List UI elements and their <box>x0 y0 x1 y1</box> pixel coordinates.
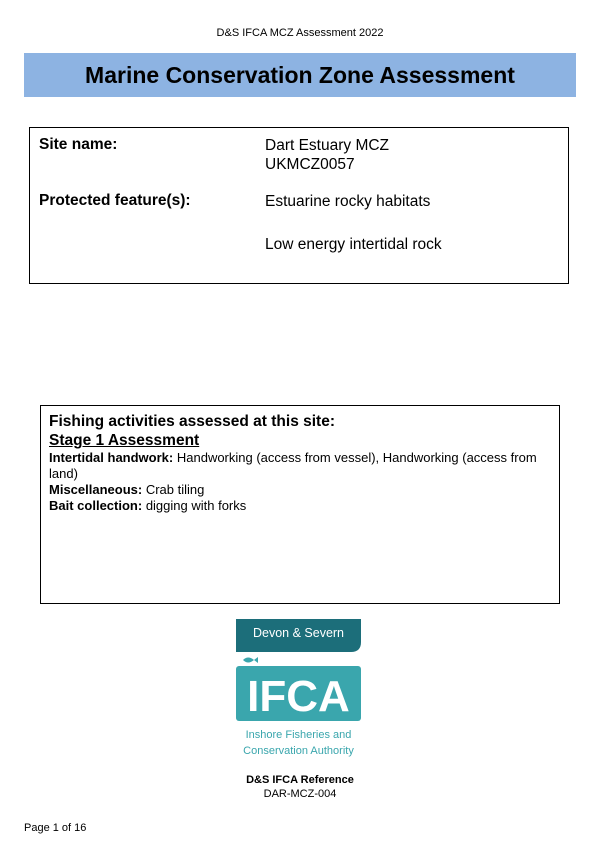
activity-item <box>49 482 559 498</box>
fishing-activities-box <box>40 405 560 604</box>
reference-code: DAR-MCZ-004 <box>263 788 337 800</box>
protected-feature-1: Estuarine rocky habitats <box>265 193 431 210</box>
activity-label: Intertidal handwork: <box>49 450 174 465</box>
page-title: Marine Conservation Zone Assessment <box>85 61 515 88</box>
activity-item <box>49 450 559 482</box>
site-name-label: Site name: <box>39 136 118 153</box>
protected-features-label: Protected feature(s): <box>39 192 191 209</box>
ifca-logo <box>233 616 364 760</box>
activity-label: Miscellaneous: <box>49 482 143 497</box>
site-info-box <box>29 127 569 284</box>
title-banner <box>24 53 576 97</box>
activity-item <box>49 498 559 514</box>
activities-heading: Fishing activities assessed at this site: <box>49 413 336 430</box>
logo-line-2: Conservation Authority <box>243 745 354 757</box>
document-header: D&S IFCA MCZ Assessment 2022 <box>216 27 384 39</box>
logo-line-1: Inshore Fisheries and <box>245 729 352 741</box>
logo-acronym-text: IFCA <box>247 672 350 721</box>
activity-text: Handworking (access from vessel), Handworking (access from land) <box>49 450 537 481</box>
site-name-value: Dart Estuary MCZ <box>265 137 390 154</box>
activity-label: Bait collection: <box>49 498 143 513</box>
page-number: Page 1 of 16 <box>24 822 87 834</box>
protected-feature-2: Low energy intertidal rock <box>265 236 442 253</box>
fish-icon <box>243 657 258 663</box>
activity-text: digging with forks <box>145 498 247 513</box>
logo-region-text: Devon & Severn <box>252 626 345 640</box>
reference-label: D&S IFCA Reference <box>246 774 354 786</box>
activity-text: Crab tiling <box>145 482 205 497</box>
stage-heading: Stage 1 Assessment <box>49 432 200 449</box>
site-code-value: UKMCZ0057 <box>265 156 355 173</box>
